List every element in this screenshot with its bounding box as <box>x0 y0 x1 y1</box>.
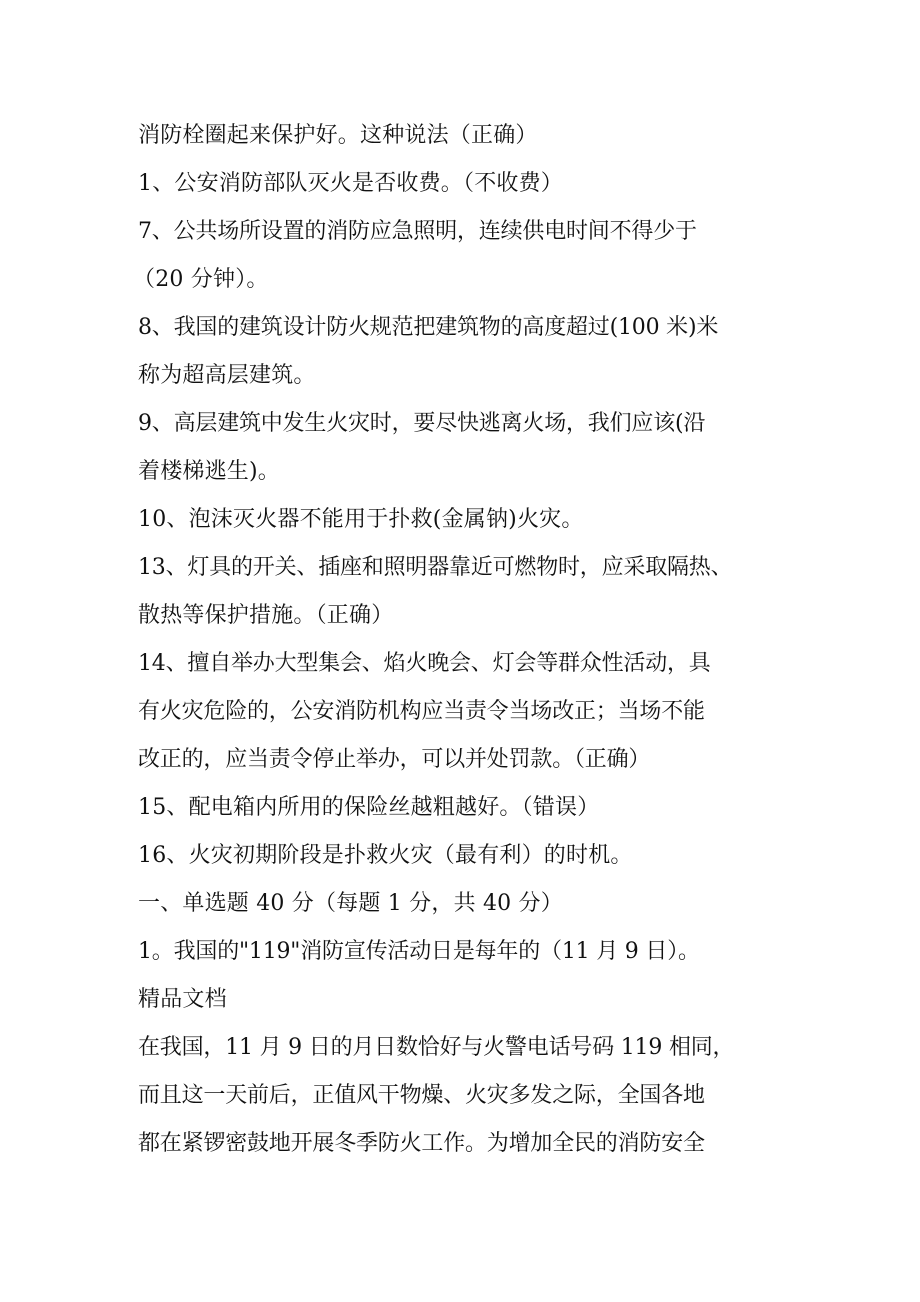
text-line: 着楼梯逃生)。 <box>138 459 280 484</box>
text-line: 散热等保护措施。（正确） <box>138 603 394 628</box>
text-line: 1。我国的"119"消防宣传活动日是每年的（11 月 9 日）。 <box>138 939 700 964</box>
text-line: 14、擅自举办大型集会、焰火晚会、灯会等群众性活动，具 <box>138 651 711 676</box>
text-line: 都在紧锣密鼓地开展冬季防火工作。为增加全民的消防安全 <box>138 1131 705 1156</box>
section-heading: 一、单选题 40 分（每题 1 分，共 40 分） <box>138 891 563 916</box>
text-line: 7、公共场所设置的消防应急照明，连续供电时间不得少于 <box>138 219 697 244</box>
text-line: 改正的，应当责令停止举办，可以并处罚款。（正确） <box>138 747 651 772</box>
text-line: 9、高层建筑中发生火灾时，要尽快逃离火场，我们应该(沿 <box>138 411 706 436</box>
page-watermark-text: 精品文档 <box>138 987 227 1012</box>
text-line: 称为超高层建筑。 <box>138 363 316 388</box>
text-line: 有火灾危险的，公安消防机构应当责令当场改正；当场不能 <box>138 699 705 724</box>
text-line: 13、灯具的开关、插座和照明器靠近可燃物时，应采取隔热、 <box>138 555 733 580</box>
text-line: 15、配电箱内所用的保险丝越粗越好。（错误） <box>138 795 600 820</box>
text-line: （20 分钟）。 <box>133 267 269 292</box>
text-line: 消防栓圈起来保护好。这种说法（正确） <box>138 123 538 148</box>
text-line: 而且这一天前后，正值风干物燥、火灾多发之际，全国各地 <box>138 1083 705 1108</box>
text-line: 16、火灾初期阶段是扑救火灾（最有利）的时机。 <box>138 843 633 868</box>
text-line: 1、公安消防部队灭火是否收费。（不收费） <box>138 171 563 196</box>
text-line: 在我国，11 月 9 日的月日数恰好与火警电话号码 119 相同， <box>138 1035 735 1060</box>
text-line: 8、我国的建筑设计防火规范把建筑物的高度超过(100 米)米 <box>138 315 719 340</box>
text-line: 10、泡沫灭火器不能用于扑救(金属钠)火灾。 <box>138 507 584 532</box>
